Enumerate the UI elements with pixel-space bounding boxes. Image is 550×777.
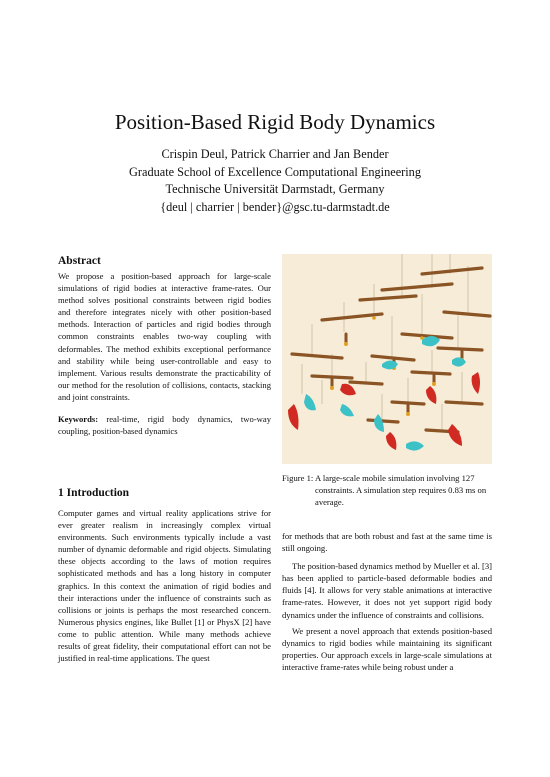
figure-caption <box>282 472 492 508</box>
intro-paragraph-3: The position-based dynamics method by Mueller et al. [3] has been applied to particle-based deformable bodies and fluids [4]. It allows for very stable animations at interactive frame-rates. However, it does not yet support rigid body dynamics under the influence of constraints and collisions. <box>282 561 492 620</box>
intro-heading-wrap <box>58 486 129 500</box>
intro-paragraph-1: Computer games and virtual reality applications strive for ever greater realism in increasingly complex virtual environments. Such environments typically include a vast number of dynamic deformable and rigid objects. Simulating these objects according to the laws of motion requires sophisticated methods and has a long history in computer graphics. In this context the animation of rigid bodies and their interactions under the influence of constraints such as collisions or joints is perhaps the most researched concern. Numerous physics engines, like Bullet [1] or PhysX [2] have come to public attention. While many methods achieve results of great fidelity, their computational effort can not be justified in real-time applications. The quest <box>58 508 271 664</box>
affiliation-school: Graduate School of Excellence Computational Engineering <box>129 164 421 179</box>
affiliation-university: Technische Universität Darmstadt, Germany <box>165 182 385 196</box>
keywords-text: real-time, rigid body dynamics, two-way coupling, position-based dynamics <box>58 414 271 437</box>
intro-right-column <box>282 530 492 673</box>
figure-label: Figure 1: <box>282 473 314 483</box>
abstract-text: We propose a position-based approach for large-scale simulations of rigid bodies at interactive frame-rates. Our method solves positional constraints between rigid bodies and therefore integrates nicely with other position-based methods. Interaction of particles and rigid bodies through common constraints enables two-way coupling with deformables. The method exhibits exceptional performance and stability while being user-controllable and easy to implement. Various results demonstrate the practicability of our method for the resolution of collisions, contacts, stacking and joint constraints. <box>58 271 271 402</box>
intro-left-column <box>58 507 271 664</box>
abstract-section <box>58 254 271 437</box>
author-email: {deul | charrier | bender}@gsc.tu-darmstadt.de <box>160 199 390 214</box>
author-block <box>0 146 550 216</box>
figure-image <box>282 254 492 464</box>
abstract-heading: Abstract <box>58 255 101 267</box>
mobile-simulation-illustration <box>282 254 492 464</box>
keywords-label: Keywords: <box>58 414 99 425</box>
intro-heading: 1 Introduction <box>58 487 130 499</box>
keywords <box>58 413 271 437</box>
figure-caption-text: A large-scale mobile simulation involving 127 constraints. A simulation step requires 0.83 ms on average. <box>315 473 487 508</box>
paper-title: Position-Based Rigid Body Dynamics <box>114 110 436 134</box>
author-names: Crispin Deul, Patrick Charrier and Jan Bender <box>161 147 389 161</box>
intro-paragraph-2: for methods that are both robust and fast at the same time is still ongoing. <box>282 531 492 554</box>
intro-paragraph-4: We present a novel approach that extends position-based dynamics to rigid bodies while maintaining its significant properties. Our approach excels in large-scale simulations at interactive frame-rates while being robust under a <box>282 625 492 672</box>
